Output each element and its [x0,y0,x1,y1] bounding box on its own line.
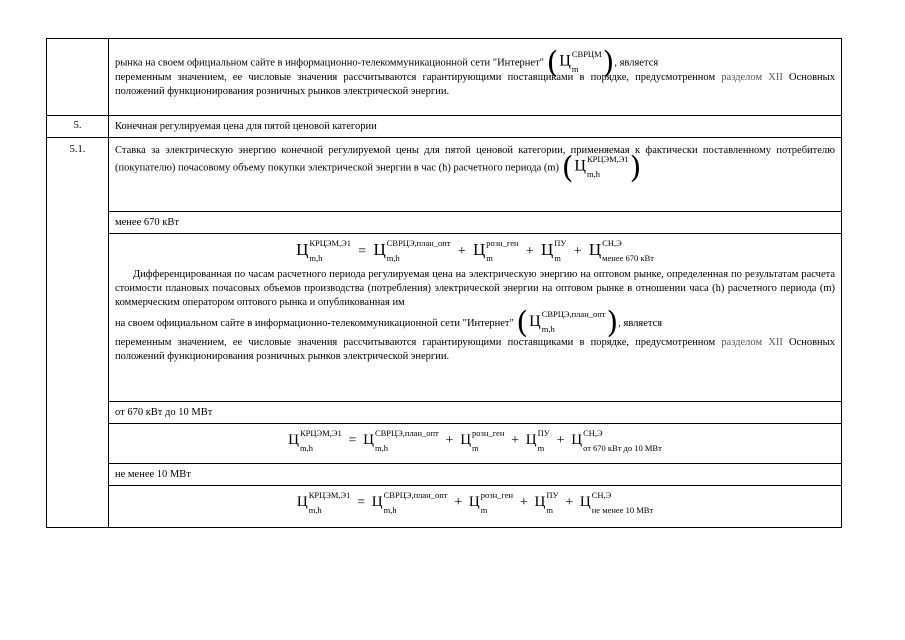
plus-sign: + [573,243,582,259]
plus-sign: + [565,495,574,511]
subscript: m,h [586,169,600,179]
paragraph: Дифференцированная по часам расчетного периода регулируемая цена на электрическую энергию на оптовом рынке, определенная по результатам расчета стоимости плановых почасовых объемов производства (потребления) электрической энергии на оптовом рынке в отношении часа (h) расчетного периода (m) коммерческим оператором оптового рынка и опубликованная им [115,269,835,308]
formula-symbol: Ц ПУ m [525,428,550,453]
symbol-base: Ц [574,157,586,175]
paragraph [115,305,835,341]
table-row [47,138,842,212]
equals-sign: = [358,243,367,259]
paragraph-text: рынка на своем официальном сайте в информационно-телекоммуникационной сети "Интернет" [115,57,544,69]
price-formula [115,490,835,515]
row-number: 5. [47,116,109,138]
price-symbol [574,154,629,179]
formula-symbol: Ц СН,Э не менее 10 МВт [579,490,654,515]
formula-symbol: Ц розн_ген m [472,238,519,263]
paragraph [115,336,835,364]
row-number: 5.1. [47,138,109,528]
section-link[interactable]: разделом XII [721,72,783,83]
paragraph-text: Ставка за электрическую энергию конечной регулируемой цены для пятой ценовой категории, применяемая к фактически поставленному потребителю (покупателю) почасовому объему покупки электрической энергии в час (h) расчетного периода (m) [115,145,835,174]
formula-symbol: Ц розн_ген m [468,490,514,515]
row-content [109,138,842,212]
paragraph-text: Основных положений функционирования розничных рынков электрической энергии. [115,72,835,97]
left-paren: ( [546,45,559,81]
row-content [109,486,842,528]
table-row [47,116,842,138]
plus-sign: + [511,433,520,449]
formula-symbol: Ц ПУ m [534,490,559,515]
price-symbol: Ц СВРЦЭ,план_опт m,h [529,309,606,335]
plus-sign: + [556,433,565,449]
equals-sign: = [348,433,357,449]
row-number [47,39,109,116]
plus-sign: + [457,243,466,259]
symbol-scripts [571,49,602,74]
section-link[interactable]: разделом XII [721,337,783,348]
symbol-base: Ц [559,52,571,70]
plus-sign: + [445,433,454,449]
formula-symbol: Ц СН,Э менее 670 кВт [588,238,654,263]
paragraph [115,71,835,99]
price-formula [115,428,835,453]
regulation-table [46,38,842,528]
formula-symbol: Ц СВРЦЭ,план_опт m,h [371,490,448,515]
plus-sign: + [525,243,534,259]
formula-symbol: Ц КРЦЭМ,Э1 m,h [296,238,352,263]
symbol-scripts [586,154,629,179]
formula-symbol: Ц СВРЦЭ,план_опт m,h [363,428,439,453]
formula-symbol: Ц КРЦЭМ,Э1 m,h [296,490,351,515]
paragraph-text: переменным значением, ее числовые значения рассчитываются гарантирующими поставщиками в порядке, предусмотренном [115,72,716,83]
subscript: m [571,64,579,74]
right-paren: ) [602,45,615,81]
equals-sign: = [357,495,366,511]
superscript: КРЦЭМ,Э1 [586,154,629,164]
left-paren: ( [516,305,529,341]
superscript: СВРЦМ [571,49,602,59]
category-label: не менее 10 МВт [109,464,842,486]
category-label: менее 670 кВт [109,212,842,234]
price-formula [115,238,835,263]
right-paren: ) [606,305,619,341]
plus-sign: + [519,495,528,511]
table-row [47,464,842,486]
formula-symbol: Ц СВРЦЭ,план_опт m,h [373,238,451,263]
paragraph-text: , является [618,318,663,329]
table-row [47,486,842,528]
paragraph-text: переменным значением, ее числовые значения рассчитываются гарантирующими поставщиками в порядке, предусмотренном [115,337,716,348]
plus-sign: + [454,495,463,511]
formula-symbol: Ц розн_ген m [460,428,505,453]
right-paren: ) [629,150,642,186]
category-label: от 670 кВт до 10 МВт [109,402,842,424]
paragraph-text: Основных положений функционирования розничных рынков электрической энергии. [115,337,835,362]
formula-symbol: Ц ПУ m [541,238,567,263]
row-heading: Конечная регулируемая цена для пятой ценовой категории [109,116,842,138]
table-row [47,212,842,234]
row-content [109,424,842,464]
table-row [47,402,842,424]
price-symbol [559,49,602,74]
paragraph-text: на своем официальном сайте в информационно-телекоммуникационной сети "Интернет" [115,318,514,329]
row-content [109,39,842,116]
row-content [109,234,842,402]
left-paren: ( [561,150,574,186]
table-row [47,424,842,464]
formula-symbol: Ц КРЦЭМ,Э1 m,h [288,428,342,453]
paragraph-text: , является [614,57,659,69]
formula-symbol: Ц СН,Э от 670 кВт до 10 МВт [571,428,662,453]
table-row [47,39,842,116]
table-row [47,234,842,402]
